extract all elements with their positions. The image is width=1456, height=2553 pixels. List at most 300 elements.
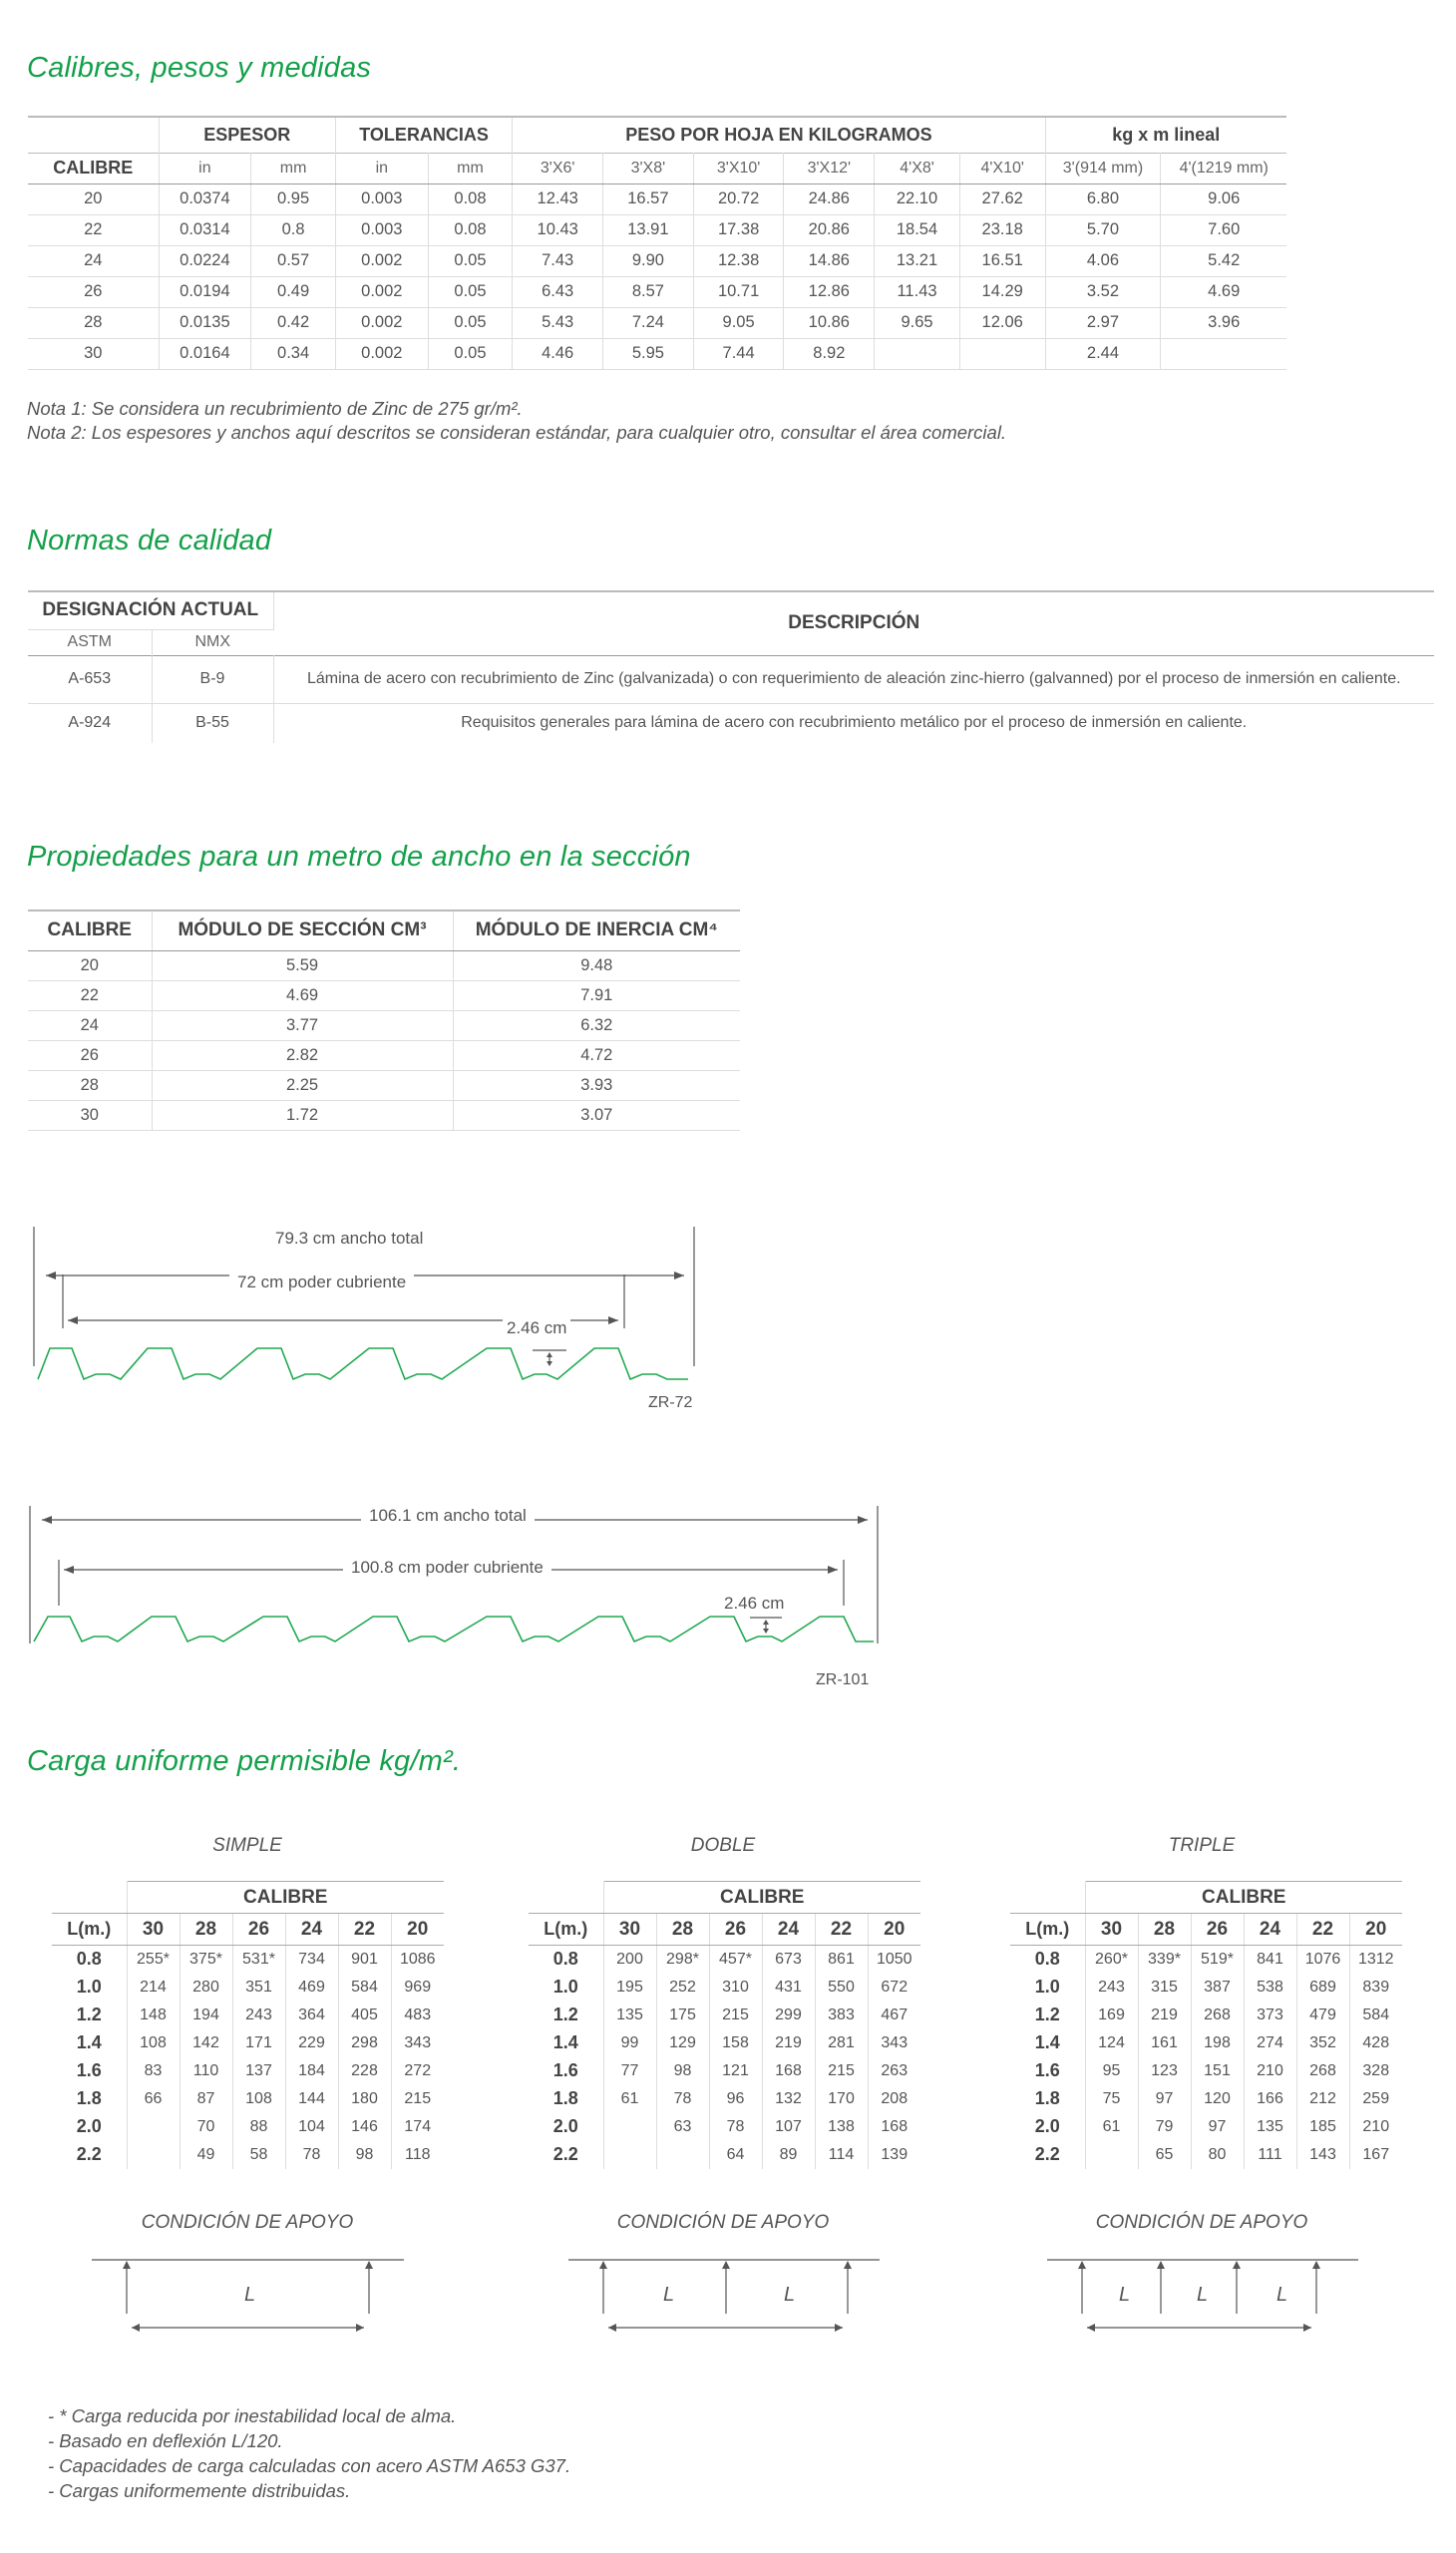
gauge-header: 22 (1296, 1914, 1349, 1946)
table-cell (603, 2113, 656, 2141)
table-cell: 0.002 (335, 307, 428, 338)
support-condition-label: CONDICIÓN DE APOYO (616, 2212, 830, 2233)
table-cell: 5.95 (603, 338, 694, 369)
table-cell: 12.43 (513, 183, 603, 214)
table-cell: 83 (127, 2057, 180, 2085)
table-cell: 0.05 (428, 276, 513, 307)
table-cell (127, 2141, 180, 2169)
zr101-depth-label: 2.46 cm (720, 1594, 788, 1614)
table-cell: 8.57 (603, 276, 694, 307)
table-cell: 274 (1244, 2029, 1296, 2057)
footnote: - Basado en deflexión L/120. (48, 2430, 283, 2451)
table-cell: 184 (285, 2057, 338, 2085)
table-row (28, 245, 1286, 276)
table-cell: 214 (127, 1974, 180, 2002)
unit-header: 3'X12' (784, 153, 875, 183)
unit-header: 4'X8' (875, 153, 960, 183)
table-cell: 841 (1244, 1946, 1296, 1974)
table-cell: 5.59 (152, 950, 453, 980)
table-cell: 23.18 (959, 214, 1045, 245)
table-cell: 98 (338, 2141, 391, 2169)
table-cell: 0.8 (52, 1946, 127, 1974)
table-cell: 194 (180, 2002, 232, 2029)
table-cell: 268 (1296, 2057, 1349, 2085)
table-cell: 3.52 (1045, 276, 1161, 307)
table-cell: 185 (1296, 2113, 1349, 2141)
table-cell: 5.42 (1161, 245, 1286, 276)
unit-header: 4'X10' (959, 153, 1045, 183)
table-cell: 260* (1085, 1946, 1138, 1974)
table-row (52, 2029, 444, 2057)
table-cell: 1.4 (1010, 2029, 1085, 2057)
table-cell: 30 (28, 1100, 152, 1130)
astm-header: ASTM (28, 629, 152, 655)
table-cell: 7.24 (603, 307, 694, 338)
table-cell: 97 (1191, 2113, 1244, 2141)
designacion-header: DESIGNACIÓN ACTUAL (28, 591, 273, 629)
table-cell: 168 (762, 2057, 815, 2085)
table-cell: 20 (28, 183, 159, 214)
table-cell: 167 (1362, 2145, 1390, 2163)
table-cell: 1.0 (529, 1974, 603, 2002)
gauge-header: 22 (338, 1914, 391, 1946)
table-cell: 1.8 (529, 2085, 603, 2113)
calibre-header: CALIBRE (603, 1882, 920, 1914)
table-cell: 1.6 (52, 2057, 127, 2085)
load-table-title: DOBLE (690, 1835, 756, 1856)
calibre-header: CALIBRE (28, 153, 159, 183)
table-cell: 20.86 (784, 214, 875, 245)
table-row (1010, 2057, 1402, 2085)
table-cell: 3.77 (152, 1010, 453, 1040)
table-cell: 0.08 (428, 183, 513, 214)
column-header: MÓDULO DE SECCIÓN CM³ (152, 911, 453, 950)
table-cell: 0.002 (335, 245, 428, 276)
table-cell: 1.2 (529, 2002, 603, 2029)
table-cell: 364 (285, 2002, 338, 2029)
table-cell: 483 (404, 2006, 432, 2023)
table-row (1010, 1974, 1402, 2002)
table-cell: 24 (28, 245, 159, 276)
section-title-calibres: Calibres, pesos y medidas (27, 52, 372, 84)
table-row (1010, 2029, 1402, 2057)
table-cell: 28 (28, 1070, 152, 1100)
table-row (1010, 2141, 1402, 2169)
table-cell: 78 (709, 2113, 762, 2141)
table-row (529, 1946, 920, 1974)
table-row (28, 1100, 740, 1130)
table-cell: 79 (1138, 2113, 1191, 2141)
table-cell: 26 (28, 1040, 152, 1070)
table-cell: 151 (1191, 2057, 1244, 2085)
table-cell: 24.86 (784, 183, 875, 214)
table-cell: 146 (338, 2113, 391, 2141)
table-cell: 215 (709, 2002, 762, 2029)
table-cell: 75 (1085, 2085, 1138, 2113)
table-cell: Lámina de acero con recubrimiento de Zinc (galvanizada) o con requerimiento de aleación zinc-hierro (galvanned) por el proceso de inmersión en caliente. (273, 655, 1434, 703)
table-cell: 13.21 (875, 245, 960, 276)
table-cell: 9.05 (693, 307, 784, 338)
table-cell (959, 338, 1045, 369)
column-header: MÓDULO DE INERCIA CM⁴ (453, 911, 740, 950)
table-cell: 12.86 (784, 276, 875, 307)
group-header: TOLERANCIAS (335, 117, 512, 153)
unit-header: 3'X8' (603, 153, 694, 183)
table-cell: 229 (285, 2029, 338, 2057)
calibres-table (28, 116, 1286, 370)
unit-header: 3'X6' (513, 153, 603, 183)
table-cell: 0.8 (251, 214, 336, 245)
table-cell: 428 (1362, 2033, 1390, 2051)
table-cell: 1.0 (1010, 1974, 1085, 2002)
table-row (529, 2085, 920, 2113)
zr101-total-width-label: 106.1 cm ancho total (361, 1506, 535, 1526)
table-cell: 16.51 (959, 245, 1045, 276)
footnote: - Cargas uniformemente distribuidas. (48, 2480, 351, 2501)
zr72-total-width-label: 79.3 cm ancho total (267, 1229, 431, 1249)
table-cell: 4.46 (513, 338, 603, 369)
table-cell: 310 (709, 1974, 762, 2002)
table-cell: 64 (709, 2141, 762, 2169)
table-row (529, 2029, 920, 2057)
table-cell: 4.69 (1161, 276, 1286, 307)
table-cell: 2.2 (52, 2141, 127, 2169)
table-cell: 373 (1244, 2002, 1296, 2029)
table-cell: 6.32 (453, 1010, 740, 1040)
table-cell: 4.69 (152, 980, 453, 1010)
table-cell: 0.42 (251, 307, 336, 338)
table-cell: 120 (1191, 2085, 1244, 2113)
table-cell: Requisitos generales para lámina de acero con recubrimiento metálico por el proceso de inmersión en caliente. (273, 703, 1434, 743)
table-cell: 180 (338, 2085, 391, 2113)
table-row (52, 2113, 444, 2141)
unit-header: 4'(1219 mm) (1161, 153, 1286, 183)
table-cell: 89 (762, 2141, 815, 2169)
table-cell: 1.6 (1010, 2057, 1085, 2085)
table-cell: 161 (1138, 2029, 1191, 2057)
table-cell: 5.70 (1045, 214, 1161, 245)
table-cell: 1.72 (152, 1100, 453, 1130)
group-header: kg x m lineal (1045, 117, 1286, 153)
table-cell: 142 (180, 2029, 232, 2057)
table-cell: 169 (1085, 2002, 1138, 2029)
table-row (52, 2141, 444, 2169)
propiedades-table (28, 910, 740, 1131)
table-cell: 243 (232, 2002, 285, 2029)
table-row (28, 1070, 740, 1100)
descripcion-header: DESCRIPCIÓN (273, 591, 1434, 655)
table-cell: 65 (1138, 2141, 1191, 2169)
table-cell: 387 (1191, 1974, 1244, 2002)
table-row (529, 1974, 920, 2002)
table-cell: 24 (28, 1010, 152, 1040)
table-cell: 0.003 (335, 183, 428, 214)
table-cell: 96 (709, 2085, 762, 2113)
table-row (28, 980, 740, 1010)
table-cell: 111 (1244, 2141, 1296, 2169)
table-cell: 1312 (1357, 1950, 1394, 1968)
table-cell: 124 (1085, 2029, 1138, 2057)
table-cell: 0.95 (251, 183, 336, 214)
corner-cell (1010, 1882, 1085, 1914)
span-label: L (1197, 2284, 1209, 2306)
table-cell: 268 (1191, 2002, 1244, 2029)
table-cell: 339* (1138, 1946, 1191, 1974)
table-cell: 14.29 (959, 276, 1045, 307)
load-table-title: SIMPLE (212, 1835, 282, 1856)
table-cell: 7.91 (453, 980, 740, 1010)
table-cell: 158 (709, 2029, 762, 2057)
table-cell: 22 (28, 980, 152, 1010)
table-cell: 343 (404, 2033, 432, 2051)
notes (27, 397, 1006, 445)
table-cell: 114 (815, 2141, 868, 2169)
table-cell: 405 (338, 2002, 391, 2029)
table-cell: 457* (709, 1946, 762, 1974)
nmx-header: NMX (152, 629, 273, 655)
table-cell: 87 (180, 2085, 232, 2113)
table-cell: 9.65 (875, 307, 960, 338)
table-cell: 538 (1244, 1974, 1296, 2002)
table-row (529, 2113, 920, 2141)
table-cell: 1076 (1296, 1946, 1349, 1974)
table-cell: 259 (1362, 2089, 1390, 2107)
gauge-header: 30 (127, 1914, 180, 1946)
table-cell: 110 (180, 2057, 232, 2085)
table-cell: 175 (656, 2002, 709, 2029)
table-cell: 63 (656, 2113, 709, 2141)
table-cell: 2.44 (1045, 338, 1161, 369)
table-cell: 243 (1085, 1974, 1138, 2002)
table-cell: 7.44 (693, 338, 784, 369)
gauge-header: 26 (1191, 1914, 1244, 1946)
table-cell: 123 (1138, 2057, 1191, 2085)
unit-header: in (159, 153, 251, 183)
table-cell: 22 (28, 214, 159, 245)
table-cell: 839 (1362, 1978, 1390, 1996)
table-cell: 148 (127, 2002, 180, 2029)
load-table-title: TRIPLE (1168, 1835, 1236, 1856)
span-label: L (663, 2284, 675, 2306)
table-cell: 61 (1085, 2113, 1138, 2141)
table-row (52, 2057, 444, 2085)
table-row (1010, 2085, 1402, 2113)
unit-header: 3'X10' (693, 153, 784, 183)
table-cell: 2.2 (1010, 2141, 1085, 2169)
table-cell: 7.43 (513, 245, 603, 276)
table-cell: 26 (28, 276, 159, 307)
table-cell: 0.003 (335, 214, 428, 245)
table-cell: 2.25 (152, 1070, 453, 1100)
table-cell: 10.86 (784, 307, 875, 338)
table-row (52, 2085, 444, 2113)
table-cell: 3.96 (1161, 307, 1286, 338)
gauge-header: 20 (868, 1914, 920, 1946)
table-cell (875, 338, 960, 369)
table-cell: 121 (709, 2057, 762, 2085)
table-cell: 28 (28, 307, 159, 338)
load-table-doble (529, 1881, 920, 2169)
zr72-depth-label: 2.46 cm (503, 1318, 570, 1338)
gauge-header: 20 (1349, 1914, 1402, 1946)
footnote: - * Carga reducida por inestabilidad local de alma. (48, 2405, 457, 2426)
table-cell: 11.43 (875, 276, 960, 307)
table-cell: 1.2 (52, 2002, 127, 2029)
table-cell: 13.91 (603, 214, 694, 245)
table-cell: 0.05 (428, 245, 513, 276)
table-cell: 129 (656, 2029, 709, 2057)
table-cell: 208 (881, 2089, 909, 2107)
table-cell: 195 (603, 1974, 656, 2002)
span-length-header: L(m.) (529, 1914, 603, 1946)
table-cell: 0.08 (428, 214, 513, 245)
table-cell: 689 (1296, 1974, 1349, 2002)
table-cell: 1.8 (1010, 2085, 1085, 2113)
column-header: CALIBRE (28, 911, 152, 950)
table-row (28, 950, 740, 980)
table-cell: 0.0135 (159, 307, 251, 338)
span-label: L (1119, 2284, 1131, 2306)
table-cell: 78 (656, 2085, 709, 2113)
table-cell: 315 (1138, 1974, 1191, 2002)
table-cell: 215 (815, 2057, 868, 2085)
gauge-header: 24 (1244, 1914, 1296, 1946)
table-row (28, 655, 1434, 703)
table-cell: 4.72 (453, 1040, 740, 1070)
table-cell: 0.8 (1010, 1946, 1085, 1974)
note-2: Nota 2: Los espesores y anchos aquí descritos se consideran estándar, para cualquier otro, consultar el área comercial. (27, 422, 1007, 443)
table-cell: 61 (603, 2085, 656, 2113)
gauge-header: 26 (232, 1914, 285, 1946)
gauge-header: 30 (603, 1914, 656, 1946)
table-cell: 9.90 (603, 245, 694, 276)
section-title-propiedades: Propiedades para un metro de ancho en la sección (27, 841, 691, 873)
table-cell: 0.0164 (159, 338, 251, 369)
calibre-header: CALIBRE (127, 1882, 444, 1914)
table-row (52, 1974, 444, 2002)
table-cell: 88 (232, 2113, 285, 2141)
table-cell: 255* (127, 1946, 180, 1974)
table-cell: 210 (1362, 2117, 1390, 2135)
table-cell: 174 (404, 2117, 432, 2135)
table-cell: 16.57 (603, 183, 694, 214)
table-cell: 280 (180, 1974, 232, 2002)
table-cell: 2.0 (1010, 2113, 1085, 2141)
table-row (28, 703, 1434, 743)
table-cell: 263 (881, 2061, 909, 2079)
table-cell: 1.6 (529, 2057, 603, 2085)
gauge-header: 30 (1085, 1914, 1138, 1946)
table-cell: 2.0 (52, 2113, 127, 2141)
table-cell: 14.86 (784, 245, 875, 276)
gauge-header: 22 (815, 1914, 868, 1946)
table-cell (1161, 338, 1286, 369)
table-cell: 375* (180, 1946, 232, 1974)
table-cell (603, 2141, 656, 2169)
table-cell: 168 (881, 2117, 909, 2135)
table-cell: 108 (232, 2085, 285, 2113)
table-row (28, 1040, 740, 1070)
table-cell: 734 (285, 1946, 338, 1974)
table-cell: 10.43 (513, 214, 603, 245)
table-cell: 584 (1362, 2006, 1390, 2023)
table-cell: 0.0314 (159, 214, 251, 245)
table-cell: 3.07 (453, 1100, 740, 1130)
table-cell: 27.62 (959, 183, 1045, 214)
table-cell: 5.43 (513, 307, 603, 338)
zr72-name: ZR-72 (648, 1394, 693, 1411)
table-cell: 107 (762, 2113, 815, 2141)
span-length-header: L(m.) (52, 1914, 127, 1946)
table-cell: 672 (881, 1978, 909, 1996)
table-row (28, 276, 1286, 307)
table-cell: 673 (762, 1946, 815, 1974)
table-cell: 166 (1244, 2085, 1296, 2113)
corner-cell (52, 1882, 127, 1914)
table-cell: 30 (28, 338, 159, 369)
table-row (52, 1946, 444, 1974)
table-row (28, 338, 1286, 369)
zr101-cover-width-label: 100.8 cm poder cubriente (343, 1558, 551, 1578)
footnote: - Capacidades de carga calculadas con acero ASTM A653 G37. (48, 2455, 571, 2476)
unit-header: 3'(914 mm) (1045, 153, 1161, 183)
table-cell: 0.34 (251, 338, 336, 369)
table-cell: 212 (1296, 2085, 1349, 2113)
table-cell: 135 (1244, 2113, 1296, 2141)
table-row (1010, 2002, 1402, 2029)
table-cell: 70 (180, 2113, 232, 2141)
table-cell: 550 (815, 1974, 868, 2002)
table-cell: 9.06 (1161, 183, 1286, 214)
table-cell: 2.2 (529, 2141, 603, 2169)
table-row (28, 183, 1286, 214)
table-row (529, 2141, 920, 2169)
table-cell: 6.80 (1045, 183, 1161, 214)
table-cell: A-653 (28, 655, 152, 703)
note-1: Nota 1: Se considera un recubrimiento de Zinc de 275 gr/m². (27, 398, 523, 419)
table-cell: 1.2 (1010, 2002, 1085, 2029)
table-row (1010, 1946, 1402, 1974)
table-cell: 108 (127, 2029, 180, 2057)
footnotes (48, 2403, 570, 2503)
table-cell: 20.72 (693, 183, 784, 214)
table-cell: 144 (285, 2085, 338, 2113)
table-cell: 298* (656, 1946, 709, 1974)
table-cell: 198 (1191, 2029, 1244, 2057)
table-cell: 299 (762, 2002, 815, 2029)
table-cell: 1086 (399, 1950, 436, 1968)
table-cell (656, 2141, 709, 2169)
zr101-name: ZR-101 (816, 1671, 870, 1688)
section-title-carga: Carga uniforme permisible kg/m². (27, 1745, 462, 1777)
span-label: L (784, 2284, 796, 2306)
table-cell: 9.48 (453, 950, 740, 980)
gauge-header: 28 (656, 1914, 709, 1946)
table-cell: 97 (1138, 2085, 1191, 2113)
table-cell: 95 (1085, 2057, 1138, 2085)
table-cell: 138 (815, 2113, 868, 2141)
table-cell: 171 (232, 2029, 285, 2057)
table-cell: 104 (285, 2113, 338, 2141)
table-cell: 1.0 (52, 1974, 127, 2002)
table-row (529, 2057, 920, 2085)
table-cell: 78 (285, 2141, 338, 2169)
gauge-header: 26 (709, 1914, 762, 1946)
table-cell: 0.0374 (159, 183, 251, 214)
table-cell (127, 2113, 180, 2141)
table-row (28, 307, 1286, 338)
table-row (1010, 2113, 1402, 2141)
